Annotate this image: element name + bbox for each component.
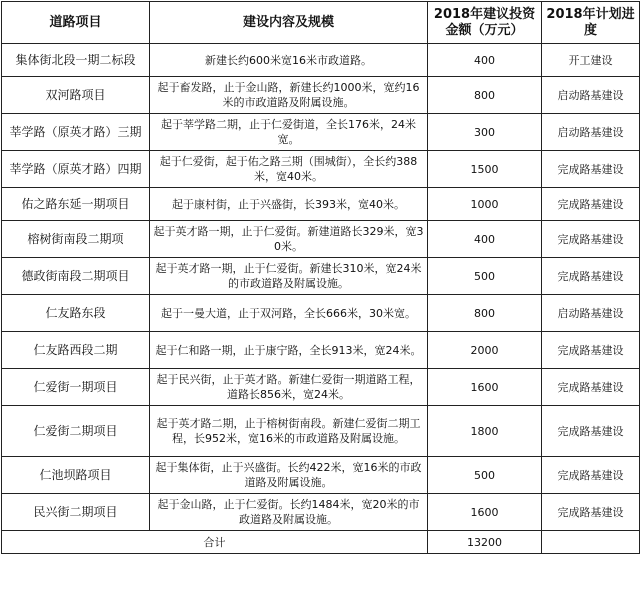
cell-progress: 完成路基建设 [542,369,640,406]
cell-project: 民兴街二期项目 [2,494,150,531]
table-row [2,494,640,531]
cell-content: 起于金山路，止于仁爱街。长约1484米，宽20米的市政道路及附属设施。 [150,494,428,531]
cell-content: 起于集体街，止于兴盛街。长约422米，宽16米的市政道路及附属设施。 [150,457,428,494]
cell-progress: 完成路基建设 [542,406,640,457]
table-row [2,332,640,369]
cell-progress: 启动路基建设 [542,114,640,151]
total-label: 合计 [2,531,428,554]
table-row [2,295,640,332]
table-row [2,258,640,295]
total-row [2,531,640,554]
table-row [2,406,640,457]
cell-progress: 完成路基建设 [542,258,640,295]
cell-investment: 500 [428,258,542,295]
cell-project: 德政街南段二期项目 [2,258,150,295]
cell-project: 双河路项目 [2,77,150,114]
cell-progress: 完成路基建设 [542,332,640,369]
header-project: 道路项目 [2,2,150,44]
table-row [2,221,640,258]
cell-investment: 1500 [428,151,542,188]
cell-project: 仁爱街二期项目 [2,406,150,457]
header-investment: 2018年建议投资金额（万元） [428,2,542,44]
cell-investment: 2000 [428,332,542,369]
cell-content: 起于畜发路，止于金山路，新建长约1000米，宽约16米的市政道路及附属设施。 [150,77,428,114]
cell-progress: 完成路基建设 [542,188,640,221]
cell-progress: 完成路基建设 [542,457,640,494]
cell-investment: 300 [428,114,542,151]
cell-content: 起于英才路二期，止于榕树街南段。新建仁爱街二期工程，长952米，宽16米的市政道路及附属设施。 [150,406,428,457]
table-row [2,114,640,151]
cell-investment: 1000 [428,188,542,221]
cell-content: 起于英才路一期，止于仁爱街。新建长310米，宽24米的市政道路及附属设施。 [150,258,428,295]
cell-investment: 400 [428,44,542,77]
cell-project: 仁爱街一期项目 [2,369,150,406]
cell-content: 起于仁和路一期，止于康宁路，全长913米，宽24米。 [150,332,428,369]
cell-project: 佑之路东延一期项目 [2,188,150,221]
header-row [2,2,640,44]
table-row [2,188,640,221]
cell-investment: 1800 [428,406,542,457]
cell-project: 莘学路（原英才路）四期 [2,151,150,188]
cell-investment: 800 [428,77,542,114]
cell-project: 集体街北段一期二标段 [2,44,150,77]
cell-content: 起于一曼大道，止于双河路，全长666米，30米宽。 [150,295,428,332]
cell-content: 起于仁爱街，起于佑之路三期（围城街），全长约388米，宽40米。 [150,151,428,188]
table-row [2,457,640,494]
cell-project: 仁池坝路项目 [2,457,150,494]
cell-content: 起于莘学路二期，止于仁爱街道，全长176米，24米宽。 [150,114,428,151]
cell-investment: 800 [428,295,542,332]
total-investment: 13200 [428,531,542,554]
cell-investment: 400 [428,221,542,258]
cell-content: 起于康村街，止于兴盛街，长393米，宽40米。 [150,188,428,221]
table-row [2,369,640,406]
table-row [2,44,640,77]
total-progress-empty [542,531,640,554]
cell-project: 仁友路西段二期 [2,332,150,369]
cell-progress: 启动路基建设 [542,77,640,114]
cell-content: 起于民兴街，止于英才路。新建仁爱街一期道路工程，道路长856米，宽24米。 [150,369,428,406]
cell-project: 榕树街南段二期项 [2,221,150,258]
cell-content: 起于英才路一期，止于仁爱街。新建道路长329米，宽30米。 [150,221,428,258]
header-content: 建设内容及规模 [150,2,428,44]
cell-progress: 完成路基建设 [542,221,640,258]
cell-content: 新建长约600米宽16米市政道路。 [150,44,428,77]
header-progress: 2018年计划进度 [542,2,640,44]
road-projects-table [1,1,640,554]
cell-progress: 启动路基建设 [542,295,640,332]
cell-investment: 500 [428,457,542,494]
cell-project: 莘学路（原英才路）三期 [2,114,150,151]
cell-investment: 1600 [428,369,542,406]
cell-investment: 1600 [428,494,542,531]
table-row [2,151,640,188]
cell-project: 仁友路东段 [2,295,150,332]
table-row [2,77,640,114]
cell-progress: 开工建设 [542,44,640,77]
cell-progress: 完成路基建设 [542,494,640,531]
cell-progress: 完成路基建设 [542,151,640,188]
